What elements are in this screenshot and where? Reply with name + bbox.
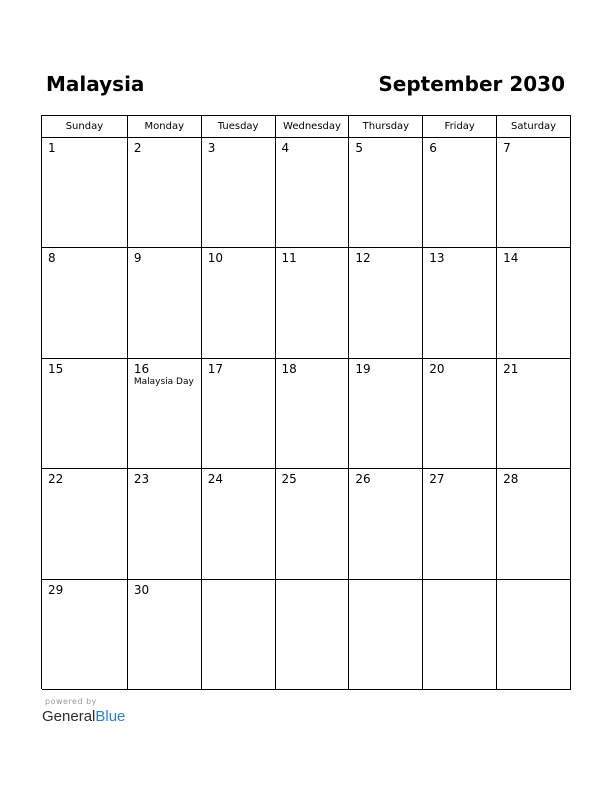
day-cell xyxy=(423,359,497,469)
day-cell-empty xyxy=(423,580,497,690)
day-cell xyxy=(128,138,202,248)
day-cell xyxy=(128,469,202,579)
day-cell xyxy=(497,359,571,469)
day-number: 8 xyxy=(48,251,56,266)
day-cell xyxy=(42,469,128,579)
day-cell xyxy=(276,248,350,358)
calendar-grid xyxy=(41,115,571,689)
weekday-wednesday: Wednesday xyxy=(276,116,350,138)
brand-name-blue: Blue xyxy=(95,708,126,725)
holiday-label: Malaysia Day xyxy=(133,376,194,387)
day-cell xyxy=(202,138,276,248)
day-number: 10 xyxy=(207,251,223,266)
day-number: 13 xyxy=(429,251,445,266)
day-cell xyxy=(349,248,423,358)
day-number: 30 xyxy=(133,582,150,597)
day-number: 25 xyxy=(281,472,297,487)
day-number: 18 xyxy=(281,361,297,376)
weekday-monday: Monday xyxy=(128,116,202,138)
day-number: 4 xyxy=(281,141,290,155)
day-number: 6 xyxy=(429,141,437,155)
weekday-thursday: Thursday xyxy=(349,116,423,138)
day-number: 23 xyxy=(133,472,150,487)
day-cell xyxy=(42,580,128,690)
day-number: 28 xyxy=(503,472,519,487)
day-number: 2 xyxy=(133,141,142,155)
week-row-4 xyxy=(42,469,571,579)
day-cell xyxy=(276,359,350,469)
weekday-friday: Friday xyxy=(423,116,497,138)
day-cell-holiday xyxy=(128,359,202,469)
day-cell xyxy=(497,138,571,248)
day-cell xyxy=(128,580,202,690)
day-cell xyxy=(497,469,571,579)
day-number: 26 xyxy=(355,472,371,487)
day-cell xyxy=(42,359,128,469)
day-number: 27 xyxy=(429,472,445,487)
day-number: 5 xyxy=(355,141,364,155)
day-cell xyxy=(202,359,276,469)
day-cell-empty xyxy=(202,580,276,690)
day-number: 24 xyxy=(207,472,223,487)
day-number: 16 xyxy=(133,361,150,376)
day-cell xyxy=(423,138,497,248)
day-number: 12 xyxy=(355,251,371,266)
day-cell xyxy=(202,248,276,358)
week-row-3 xyxy=(42,359,571,469)
day-cell xyxy=(42,248,128,358)
day-number: 14 xyxy=(503,251,519,266)
day-number: 19 xyxy=(355,361,371,376)
generalblue-logo[interactable] xyxy=(42,707,125,727)
day-cell-empty xyxy=(349,580,423,690)
day-cell xyxy=(349,138,423,248)
day-number: 15 xyxy=(48,361,64,376)
day-cell xyxy=(42,138,128,248)
day-number: 3 xyxy=(207,141,216,155)
weekday-tuesday: Tuesday xyxy=(202,116,276,138)
day-number: 21 xyxy=(503,361,519,376)
day-cell-empty xyxy=(276,580,350,690)
week-row-5 xyxy=(42,580,571,690)
day-cell-empty xyxy=(497,580,571,690)
week-row-1 xyxy=(42,138,571,248)
weekday-saturday: Saturday xyxy=(497,116,571,138)
day-number: 20 xyxy=(429,361,445,376)
day-cell xyxy=(202,469,276,579)
month-year-title: September 2030 xyxy=(378,72,565,96)
day-cell xyxy=(276,469,350,579)
day-cell xyxy=(349,359,423,469)
footer-branding xyxy=(42,697,125,727)
country-title: Malaysia xyxy=(46,72,145,96)
weekday-sunday: Sunday xyxy=(42,116,128,138)
day-number: 17 xyxy=(207,361,223,376)
day-number: 22 xyxy=(48,472,64,487)
day-number: 11 xyxy=(281,251,297,266)
day-number: 29 xyxy=(48,582,64,597)
day-cell xyxy=(423,248,497,358)
day-number: 7 xyxy=(503,141,511,155)
powered-by-text: powered by xyxy=(45,697,97,706)
day-cell xyxy=(497,248,571,358)
weekday-header-row xyxy=(42,116,571,138)
day-cell xyxy=(276,138,350,248)
day-cell xyxy=(349,469,423,579)
week-row-2 xyxy=(42,248,571,358)
day-number: 9 xyxy=(133,251,142,266)
day-cell xyxy=(423,469,497,579)
brand-name-general: General xyxy=(42,708,96,725)
day-cell xyxy=(128,248,202,358)
day-number: 1 xyxy=(48,141,56,155)
